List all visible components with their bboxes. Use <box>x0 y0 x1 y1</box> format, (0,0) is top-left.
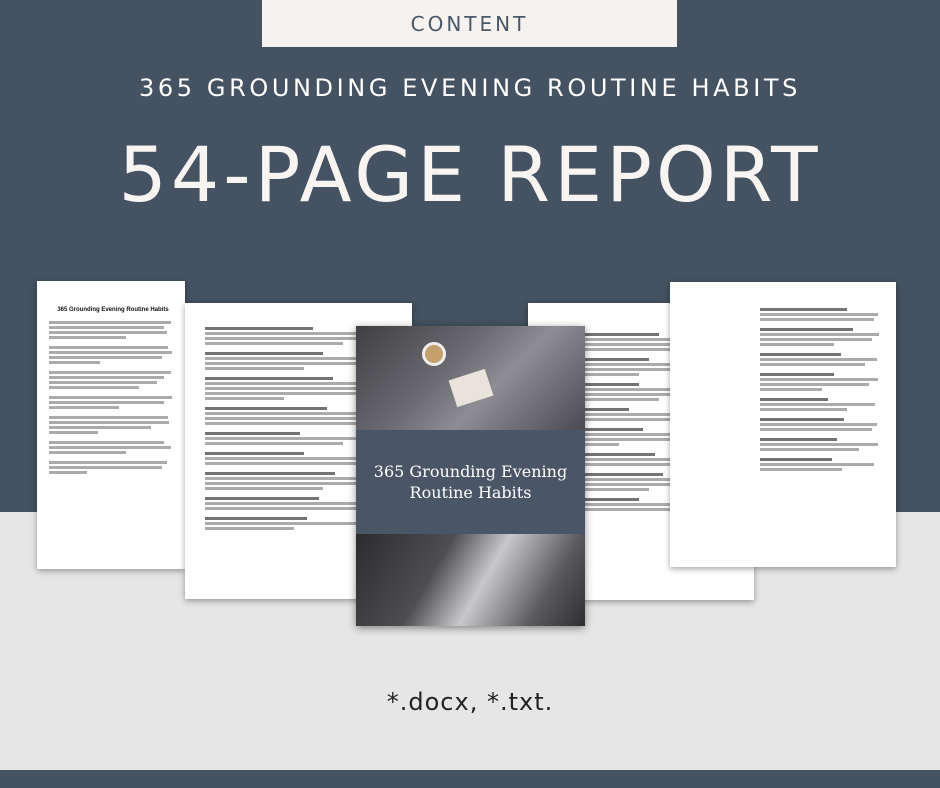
coffee-cup-icon <box>422 342 446 366</box>
file-formats: *.docx, *.txt. <box>386 688 554 716</box>
subtitle: 365 GROUNDING EVENING ROUTINE HABITS <box>139 74 801 102</box>
report-cover <box>356 326 585 626</box>
footer-band <box>0 770 940 788</box>
book-icon <box>449 369 494 407</box>
bedding-photo <box>356 326 585 430</box>
page-title: 54-PAGE REPORT <box>118 130 822 219</box>
content-tag: CONTENT <box>262 0 677 47</box>
document-page-preview <box>37 281 185 569</box>
page-heading: 365 Grounding Evening Routine Habits <box>57 307 169 313</box>
reading-woman-photo <box>356 534 585 626</box>
document-page-preview <box>670 282 896 567</box>
cover-title: 365 Grounding Evening Routine Habits <box>373 462 568 502</box>
cover-title-band <box>356 430 585 534</box>
